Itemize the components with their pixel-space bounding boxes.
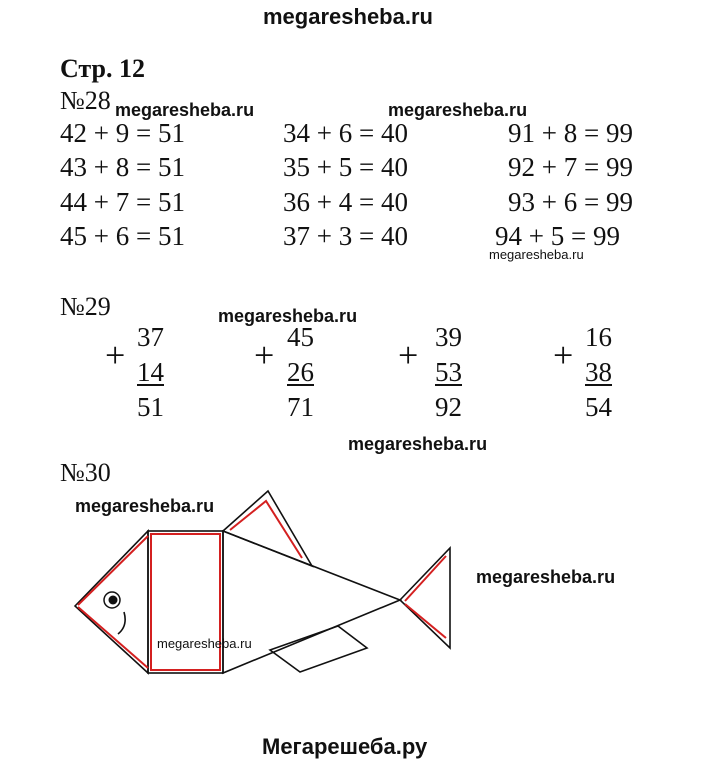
addend-top: 16 [585,322,612,352]
addend-bottom: 14 [137,357,164,387]
addend-top: 37 [137,322,164,352]
equation: 37 + 3 = 40 [283,221,408,251]
sum: 92 [435,392,462,422]
footer-site-name: Мегарешеба.ру [262,734,428,759]
watermark: megaresheba.ru [388,100,528,120]
addend-bottom: 38 [585,357,612,387]
watermark: megaresheba.ru [75,496,215,516]
equation: 34 + 6 = 40 [283,118,408,148]
addend-top: 45 [287,322,314,352]
equation: 93 + 6 = 99 [508,187,633,217]
equation: 45 + 6 = 51 [60,221,185,251]
fish-pupil [109,596,118,605]
fish-body-square [148,531,223,673]
equation: 91 + 8 = 99 [508,118,633,148]
plus-sign: + [105,335,126,375]
task-30-label: №30 [60,458,111,487]
task-28-label: №28 [60,86,111,115]
sum: 54 [585,392,612,422]
equation: 36 + 4 = 40 [283,187,408,217]
fish-lower-fin [270,626,367,672]
watermark: megaresheba.ru [218,306,358,326]
fish-highlight [405,604,446,638]
site-header: megaresheba.ru [263,4,433,29]
watermark: megaresheba.ru [348,434,488,454]
addend-bottom: 53 [435,357,462,387]
plus-sign: + [398,335,419,375]
fish-outline [75,491,450,673]
fish-figure [60,488,460,688]
watermark: megaresheba.ru [115,100,255,120]
equation: 44 + 7 = 51 [60,187,185,217]
plus-sign: + [553,335,574,375]
fish-highlight [405,556,446,601]
equation: 43 + 8 = 51 [60,152,185,182]
equation: 35 + 5 = 40 [283,152,408,182]
sum: 51 [137,392,164,422]
equation: 92 + 7 = 99 [508,152,633,182]
addend-top: 39 [435,322,462,352]
watermark-small: megaresheba.ru [489,247,584,262]
plus-sign: + [254,335,275,375]
watermark-small: megaresheba.ru [157,636,252,651]
addend-bottom: 26 [287,357,314,387]
fish-mouth [118,612,125,634]
watermark: megaresheba.ru [476,567,616,587]
task-29-label: №29 [60,292,111,321]
fish-highlight [78,607,148,668]
page-label: Стр. 12 [60,54,145,83]
equation: 94 + 5 = 99 [495,221,620,251]
fish-rear-body [223,531,400,673]
sum: 71 [287,392,314,422]
equation: 42 + 9 = 51 [60,118,185,148]
